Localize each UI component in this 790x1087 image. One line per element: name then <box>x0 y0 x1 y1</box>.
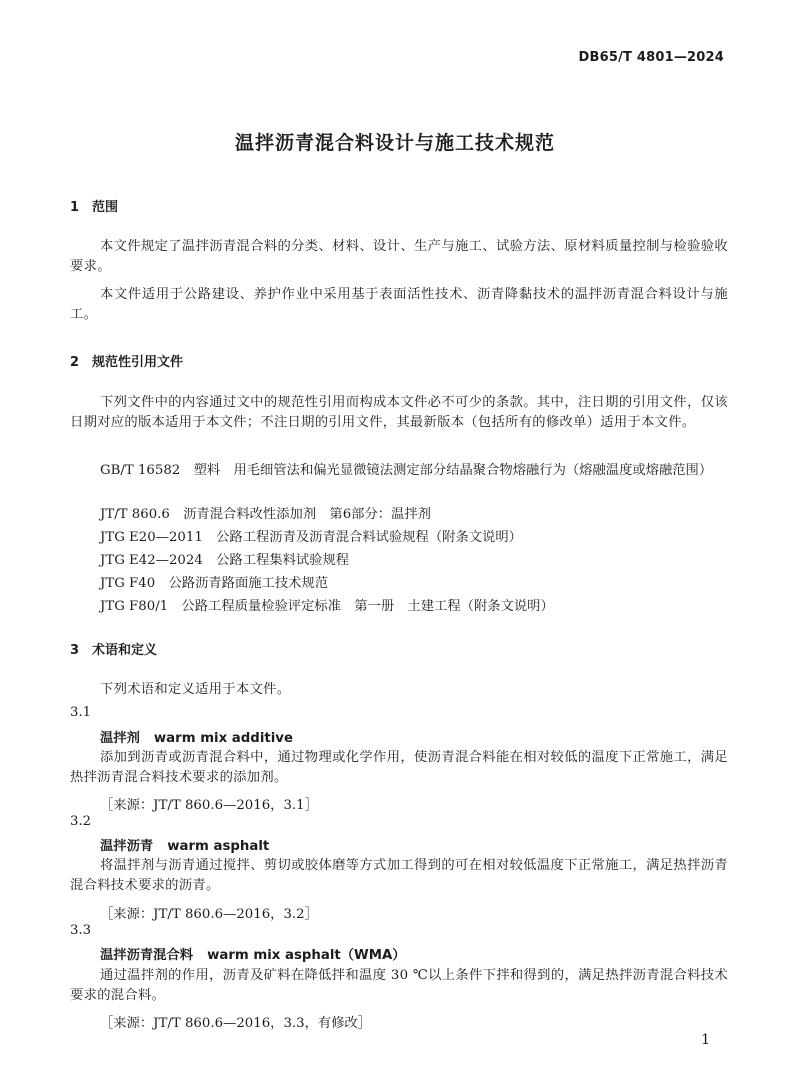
scope-paragraph-2: 本文件适用于公路建设、养护作业中采用基于表面活性技术、沥青降黏技术的温拌沥青混合料设计与施工。 <box>70 287 728 322</box>
standard-number: DB65/T 4801—2024 <box>578 50 724 65</box>
normative-intro: 下列文件中的内容通过文中的规范性引用而构成本文件必不可少的条款。其中，注日期的引用文件，仅该日期对应的版本适用于本文件；不注日期的引用文件，其最新版本（包括所有的修改单）适用于本文件。 <box>70 395 728 430</box>
term-definition: 通过温拌剂的作用，沥青及矿料在降低拌和温度 30 ℃以上条件下拌和得到的，满足热拌沥青混合料技术要求的混合料。 <box>70 968 728 1003</box>
section-2-heading <box>70 351 183 370</box>
section-3-heading <box>70 639 157 658</box>
reference-item: GB/T 16582 塑料 用毛细管法和偏光显微镜法测定部分结晶聚合物熔融行为（熔融温度或熔融范围） <box>100 463 713 478</box>
section-number: 2 <box>70 355 80 370</box>
scope-paragraph-1: 本文件规定了温拌沥青混合料的分类、材料、设计、生产与施工、试验方法、原材料质量控制与检验验收要求。 <box>70 239 728 274</box>
section-title: 术语和定义 <box>92 643 158 658</box>
term-number: 3.3 <box>70 923 92 938</box>
term-zh: 温拌沥青混合料 <box>100 948 194 963</box>
term-heading <box>100 835 269 854</box>
term-definition: 将温拌剂与沥青通过搅拌、剪切或胶体磨等方式加工得到的可在相对较低温度下正常施工，满足热拌沥青混合料技术要求的沥青。 <box>70 858 728 893</box>
term-en: warm mix asphalt（WMA） <box>207 948 406 963</box>
section-title: 规范性引用文件 <box>92 355 184 370</box>
reference-item: JTG F80/1 公路工程质量检验评定标准 第一册 土建工程（附条文说明） <box>100 599 554 614</box>
section-number: 1 <box>70 200 80 215</box>
term-source: ［来源：JT/T 860.6—2016，3.1］ <box>100 798 318 813</box>
term-en: warm asphalt <box>167 839 270 854</box>
term-definition: 添加到沥青或沥青混合料中，通过物理或化学作用，使沥青混合料能在相对较低的温度下正常施工，满足热拌沥青混合料技术要求的添加剂。 <box>70 750 728 785</box>
reference-item: JTG F40 公路沥青路面施工技术规范 <box>100 576 329 591</box>
term-zh: 温拌剂 <box>100 731 140 746</box>
section-title: 范围 <box>92 200 119 215</box>
term-zh: 温拌沥青 <box>100 839 154 854</box>
reference-item: JT/T 860.6 沥青混合料改性添加剂 第6部分：温拌剂 <box>100 507 431 522</box>
page-number: 1 <box>701 1032 710 1048</box>
term-heading <box>100 944 406 963</box>
term-number: 3.2 <box>70 814 92 829</box>
document-title: 温拌沥青混合料设计与施工技术规范 <box>234 132 555 154</box>
section-number: 3 <box>70 643 80 658</box>
term-heading <box>100 727 293 746</box>
section-1-heading <box>70 196 118 215</box>
term-number: 3.1 <box>70 705 92 720</box>
term-source: ［来源：JT/T 860.6—2016，3.3，有修改］ <box>100 1016 372 1031</box>
terms-intro: 下列术语和定义适用于本文件。 <box>100 682 291 697</box>
reference-item: JTG E42—2024 公路工程集料试验规程 <box>100 553 350 568</box>
reference-item: JTG E20—2011 公路工程沥青及沥青混合料试验规程（附条文说明） <box>100 530 522 545</box>
term-source: ［来源：JT/T 860.6—2016，3.2］ <box>100 907 318 922</box>
term-en: warm mix additive <box>153 731 293 746</box>
